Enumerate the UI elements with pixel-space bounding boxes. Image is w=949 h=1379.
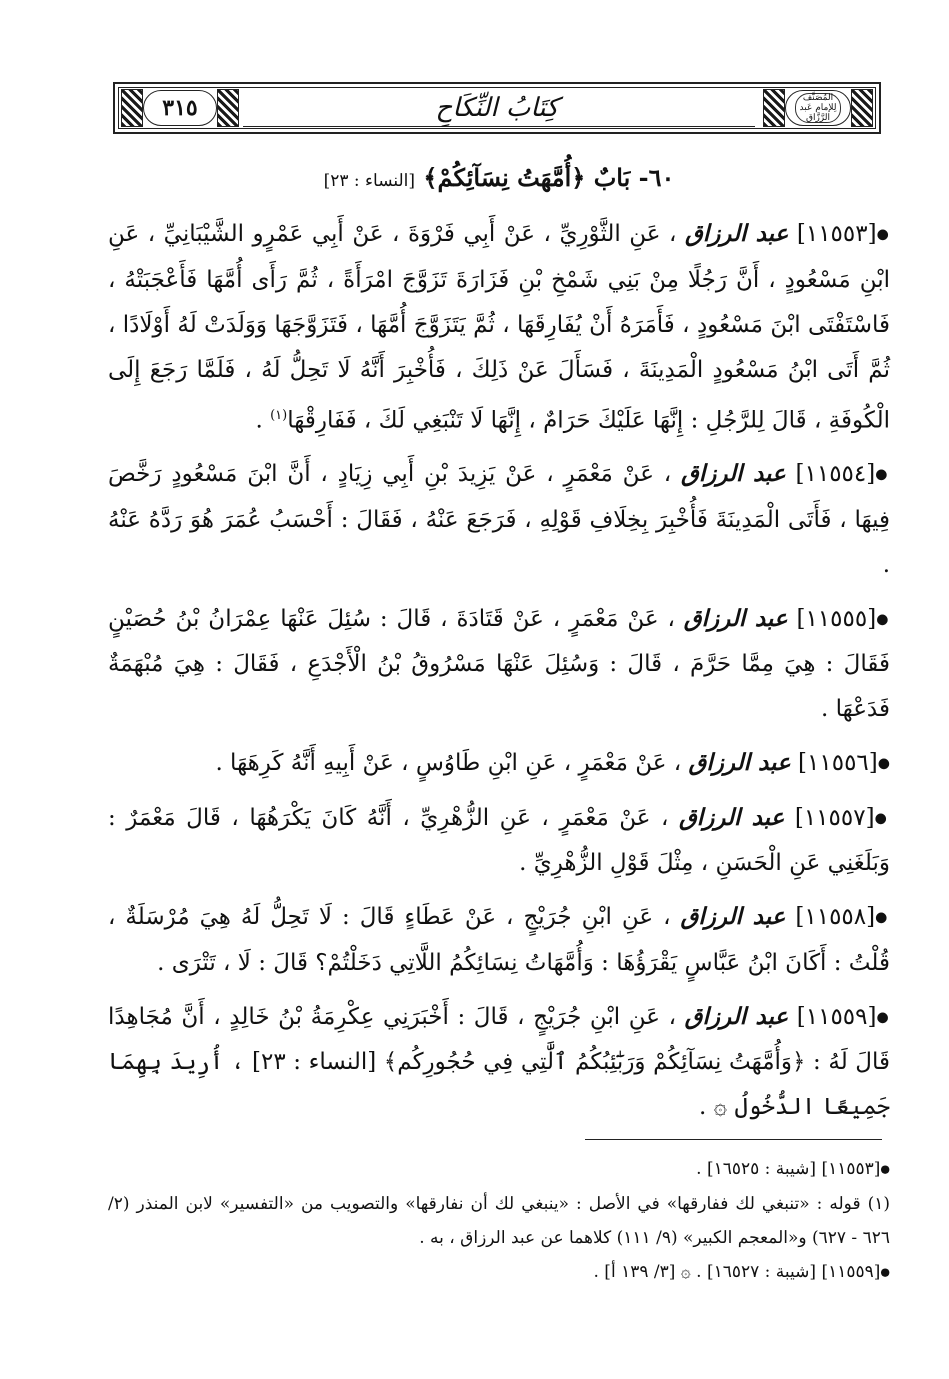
bullet-icon: ● [880, 1265, 890, 1278]
bullet-icon: ● [875, 909, 891, 926]
hadith-author: عبد الرزاق [678, 803, 785, 831]
hadith-paragraph [108, 211, 890, 443]
hadith-text: ، عَنْ مَعْمَرٍ ، عَنْ يَزِيدَ بْنِ أَبِي زِيَادٍ ، أَنَّ ابْنَ مَسْعُودٍ رَخَّصَ فِيهَا ، فَأَتَى الْمَدِينَةَ فَأُخْبِرَ بِخِلَافِ قَوْلِهِ ، فَرَجَعَ عَنْهُ ، فَقَالَ : أَحْسَبُ عُمَرَ هُوَ رَدَّهُ عَنْهُ . [108, 461, 890, 578]
footnote-text: [١١٥٥٩] [شيبة : ١٦٥٢٧] . ۞ [٣/ ١٣٩ أ] . [593, 1261, 881, 1282]
running-title: كِتَابُ النِّكَاحِ [435, 93, 559, 123]
hadith-paragraph [108, 596, 890, 733]
hadith-author: عبد الرزاق [680, 903, 786, 931]
book-logo: المُصَنَّف لِلإمام عَبد الرَّزَّاق [795, 93, 841, 123]
footnote-item [108, 1187, 890, 1255]
bullet-icon: ● [876, 226, 891, 243]
hadith-author: عبد الرزاق [688, 749, 791, 777]
footnotes [108, 1152, 890, 1289]
bullet-icon: ● [880, 1162, 890, 1176]
bullet-icon: ● [874, 810, 891, 827]
hadith-text: ، عَنِ الثَّوْرِيِّ ، عَنْ أَبِي فَرْوَةَ ، عَنْ أَبِي عَمْرٍو الشَّيْبَانِيِّ ، عَنِ ابْنِ مَسْعُودٍ ، أَنَّ رَجُلًا مِنْ بَنِي شَمْخِ بْنِ فَزَارَةَ تَزَوَّجَ امْرَأَةً ، ثُمَّ رَأَى أُمَّهَا فَأَعْجَبَتْهُ ، فَاسْتَفْتَى ابْنَ مَسْعُودٍ ، فَأَمَرَهُ أَنْ يُفَارِقَهَا ، ثُمَّ يَتَزَوَّجَ أُمَّهَا ، فَتَزَوَّجَهَا وَوَلَدَتْ لَهُ أَوْلَادًا ، ثُمَّ أَتَى ابْنُ مَسْعُودٍ الْمَدِينَةَ ، فَسَأَلَ عَنْ ذَلِكَ ، فَأُخْبِرَ أَنَّهُ لَا تَحِلُّ لَهُ ، فَلَمَّا رَجَعَ إِلَى الْكُوفَةِ ، قَالَ لِلرَّجُلِ : إِنَّهَا عَلَيْكَ حَرَامٌ ، إِنَّهَا لَا تَنْبَغِي لَكَ ، فَفَارِقْهَا [108, 221, 890, 434]
hadith-text: ، عَنْ مَعْمَرٍ ، عَنْ قَتَادَةَ ، قَالَ : سُئِلَ عَنْهَا عِمْرَانُ بْنُ حُصَيْنٍ فَقَالَ : هِيَ مِمَّا حَرَّمَ ، قَالَ : وَسُئِلَ عَنْهَا مَسْرُوقُ بْنُ الْأَجْدَعِ ، فَقَالَ : هِيَ مُبْهَمَةٌ فَدَعْهَا . [108, 605, 890, 723]
hadith-text: ، عَنْ مَعْمَرٍ ، عَنِ ابْنِ طَاوُسٍ ، عَنْ أَبِيهِ أَنَّهُ كَرِهَهَا . [215, 750, 682, 777]
hadith-text: ، عَنِ ابْنِ جُرَيْجٍ ، عَنْ عَطَاءٍ قَالَ : لَا تَحِلُّ لَهُ هِيَ مُرْسَلَةٌ ، قُلْتُ : أَكَانَ ابْنُ عَبَّاسٍ يَقْرَؤُهَا : وَأُمَّهَاتُ نِسَائِكُمُ اللَّاتِي دَخَلْتُمْ؟ قَالَ : لَا ، تَتْرَى . [108, 904, 890, 976]
footnote-separator [585, 1139, 882, 1140]
footnote-text: (١) قوله : «تنبغي لك ففارقها» في الأصل : «ينبغي لك أن نفارقها» والتصويب من «التفسير» لابن المنذر (٢/ ٦٢٦ - ٦٢٧) و«المعجم الكبير» (٩/ ١١١) كلاهما عن عبد الرزاق ، به . [108, 1193, 890, 1248]
page-number-box [143, 90, 217, 126]
hadith-number: [١١٥٥٣] [796, 221, 877, 247]
hadith-author: عبد الرزاق [684, 1002, 789, 1030]
bullet-icon: ● [875, 466, 890, 483]
hadith-paragraph [108, 894, 890, 986]
hadith-number: [١١٥٥٨] [795, 904, 876, 931]
chapter-verse-ref: [النساء : ٢٣] [323, 171, 416, 191]
hadith-text: ، عَنِ ابْنِ جُرَيْجٍ ، قَالَ : أَخْبَرَنِي عِكْرِمَةُ بْنُ خَالِدٍ ، أَنَّ مُجَاهِدًا قَالَ لَهُ : ﴿وَأُمَّهَتُ نِسَآئِكُمْ وَرَبَٰٓئِبُكُمُ ٱلَّٰتِي فِي حُجُورِكُم﴾ [النساء : ٢٣] ، أُرِيدَ بِهِمَا جَمِيعًا الدُّخُولُ ۞ . [108, 1003, 890, 1121]
hadith-end: . [255, 407, 271, 434]
hadith-author: عبد الرزاق [683, 604, 788, 632]
hadith-author: عبد الرزاق [681, 460, 786, 488]
hadith-paragraph [108, 740, 890, 787]
footnote-item [108, 1255, 890, 1290]
bullet-icon: ● [876, 1009, 891, 1026]
ornament-left-outer [121, 89, 143, 127]
hadith-paragraph [108, 994, 890, 1131]
hadith-number: [١١٥٥٦] [798, 750, 878, 777]
ornament-right-inner [763, 89, 785, 127]
chapter-title: ٦٠- بَابٌ ﴿أُمَّهَتُ نِسَآئِكُمْ﴾ [423, 163, 675, 192]
footnote-text: [١١٥٥٣] [شيبة : ١٦٥٢٥] . [696, 1159, 881, 1179]
hadith-number: [١١٥٥٤] [795, 461, 876, 488]
main-content [108, 158, 890, 1138]
hadith-author: عبد الرزاق [684, 220, 789, 247]
page-header [113, 82, 881, 134]
hadith-number: [١١٥٥٩] [796, 1003, 877, 1030]
logo-box [785, 90, 851, 126]
hadith-paragraph [108, 795, 890, 887]
footnote-marker: (١) [270, 407, 288, 423]
chapter-heading [108, 158, 890, 201]
ornament-left-inner [217, 89, 239, 127]
bullet-icon: ● [876, 611, 891, 628]
hadith-paragraph [108, 451, 890, 588]
hadith-text: ، عَنْ مَعْمَرٍ ، عَنِ الزُّهْرِيِّ ، أَنَّهُ كَانَ يَكْرَهُهَا ، قَالَ مَعْمَرٌ : وَبَلَغَنِي عَنِ الْحَسَنِ ، مِثْلَ قَوْلِ الزُّهْرِيِّ . [108, 804, 890, 877]
hadith-number: [١١٥٥٥] [796, 605, 877, 632]
ornament-right-outer [851, 89, 873, 127]
page-number: ٣١٥ [162, 95, 198, 121]
hadith-number: [١١٥٥٧] [794, 804, 875, 831]
bullet-icon: ● [877, 755, 890, 772]
footnote-item [108, 1152, 890, 1187]
